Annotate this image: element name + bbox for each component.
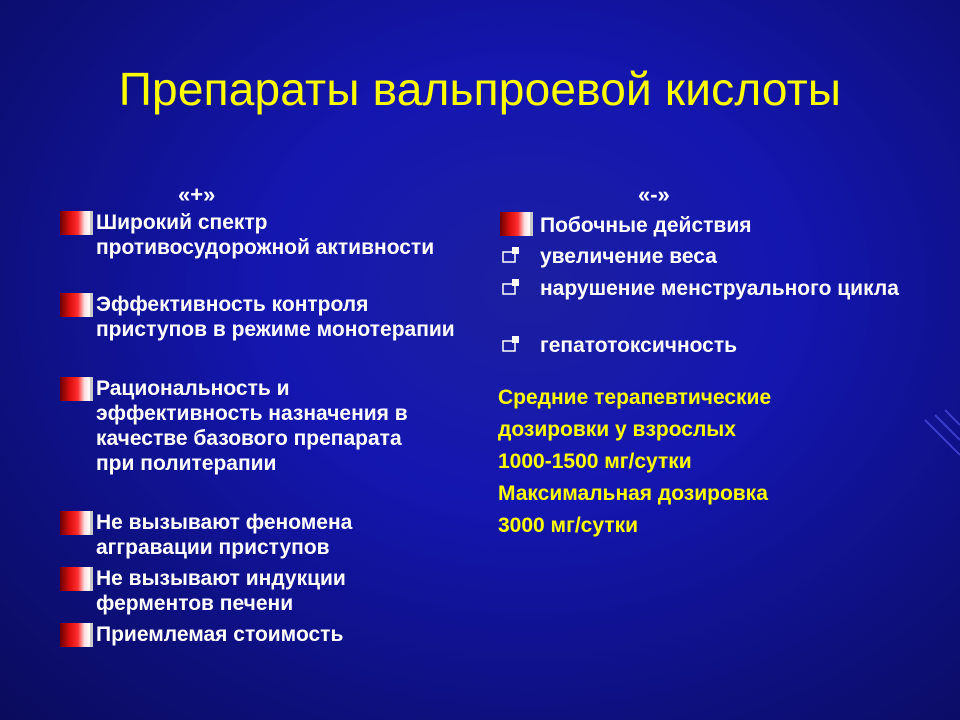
list-item: Широкий спектр противосудорожной активности [96, 210, 456, 260]
list-item: Не вызывают индукции ферментов печени [96, 566, 456, 616]
small-box-bullet-icon [500, 246, 522, 264]
list-item: Эффективность контроля приступов в режиме монотерапии [96, 292, 456, 342]
list-item: Приемлемая стоимость [96, 622, 456, 647]
right-column-heading: «-» [638, 182, 670, 207]
red-square-bullet-icon [60, 377, 90, 401]
list-item: гепатотоксичность [540, 333, 920, 358]
red-square-bullet-icon [60, 511, 90, 535]
red-square-bullet-icon [500, 212, 530, 236]
dosage-line: дозировки у взрослых [498, 418, 736, 441]
list-item: Не вызывают феномена аггравации приступов [96, 510, 456, 560]
list-item: нарушение менструального цикла [540, 276, 920, 301]
red-square-bullet-icon [60, 293, 90, 317]
dosage-block [498, 382, 771, 542]
small-box-bullet-icon [500, 278, 522, 296]
dosage-line: 1000-1500 мг/сутки [498, 450, 692, 473]
dosage-line: 3000 мг/сутки [498, 514, 638, 537]
list-item: Рациональность и эффективность назначения в качестве базового препарата при политерапии [96, 376, 426, 476]
dosage-line: Средние терапевтические [498, 386, 772, 409]
decorative-lines-icon [920, 400, 960, 460]
list-item: увеличение веса [540, 244, 920, 269]
red-square-bullet-icon [60, 623, 90, 647]
left-column-heading: «+» [178, 182, 216, 207]
red-square-bullet-icon [60, 211, 90, 235]
dosage-line: Максимальная дозировка [498, 482, 768, 505]
red-square-bullet-icon [60, 567, 90, 591]
side-effects-heading-item: Побочные действия [540, 213, 920, 238]
slide-title: Препараты вальпроевой кислоты [118, 63, 842, 115]
small-box-bullet-icon [500, 335, 522, 353]
